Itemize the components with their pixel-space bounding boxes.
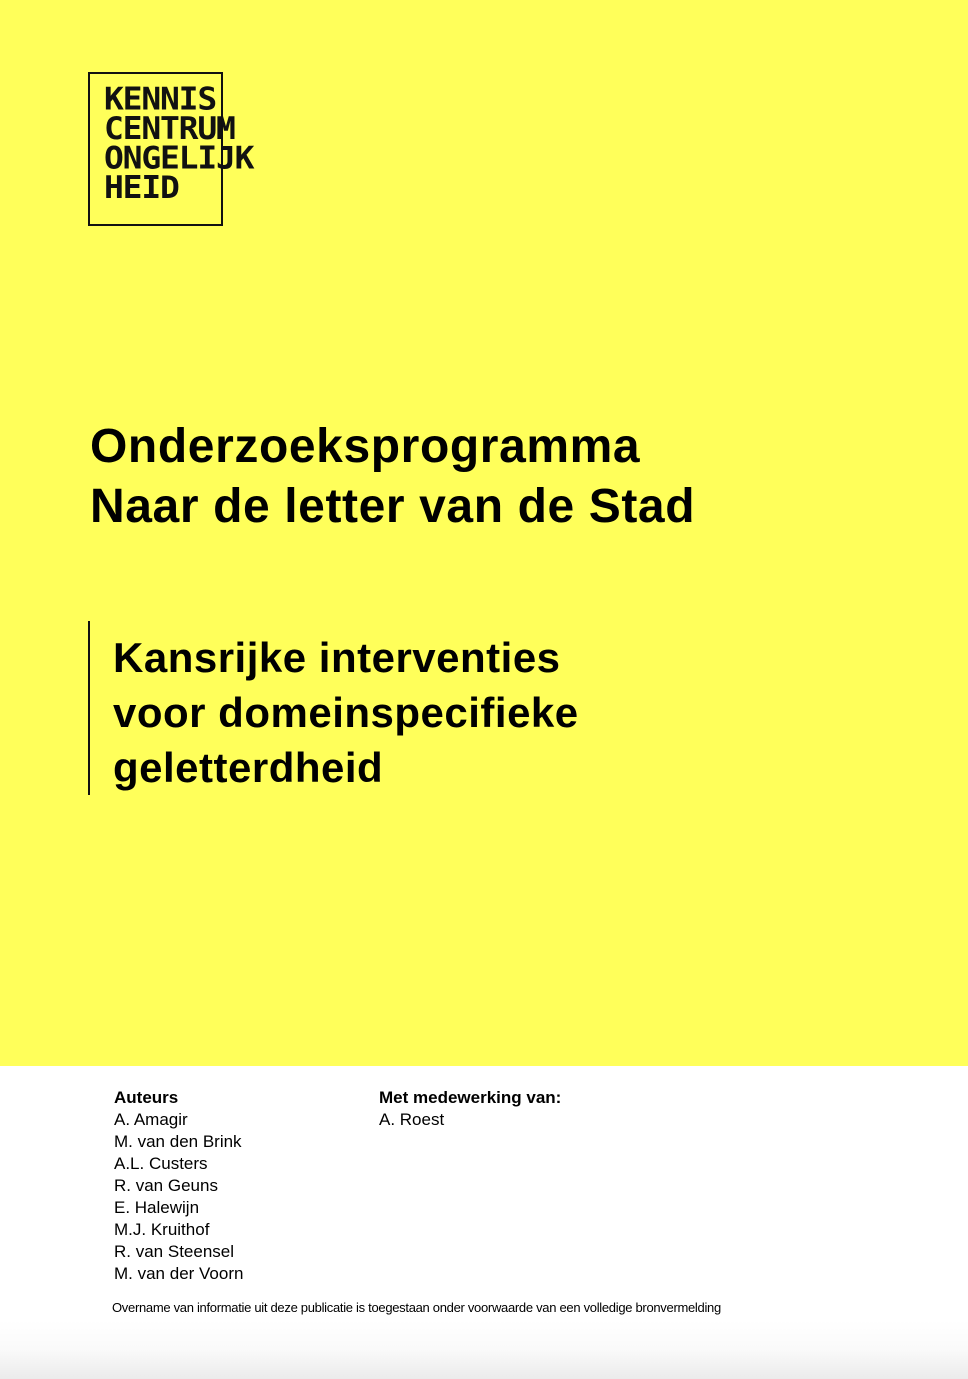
authors-section xyxy=(114,1087,243,1285)
authors-heading: Auteurs xyxy=(114,1088,179,1107)
document-subtitle xyxy=(113,630,579,795)
author-name: M. van den Brink xyxy=(114,1132,242,1151)
author-name: A. Amagir xyxy=(114,1110,188,1129)
contributors-section xyxy=(379,1087,561,1131)
subtitle-line: voor domeinspecifieke xyxy=(113,689,579,736)
author-name: R. van Geuns xyxy=(114,1176,218,1195)
logo-kenniscentrum-ongelijkheid xyxy=(104,80,254,206)
author-name: M.J. Kruithof xyxy=(114,1220,210,1239)
title-line-name: Naar de letter van de Stad xyxy=(90,480,696,533)
subtitle-accent-bar xyxy=(88,621,90,795)
title-line-program: Onderzoeksprogramma xyxy=(90,420,641,473)
document-title xyxy=(90,417,695,537)
contributor-name: A. Roest xyxy=(379,1110,445,1129)
subtitle-line: geletterdheid xyxy=(113,744,384,791)
page-bottom-shadow xyxy=(0,1320,968,1379)
author-name: A.L. Custers xyxy=(114,1154,208,1173)
copyright-disclaimer: Overname van informatie uit deze publicatie is toegestaan onder voorwaarde van een volledige bronvermelding xyxy=(112,1300,721,1315)
contributors-heading: Met medewerking van: xyxy=(379,1088,562,1107)
author-name: M. van der Voorn xyxy=(114,1264,244,1283)
author-name: E. Halewijn xyxy=(114,1198,200,1217)
author-name: R. van Steensel xyxy=(114,1242,235,1261)
logo-line: ONGELIJK xyxy=(104,139,254,177)
logo-line: CENTRUM xyxy=(104,109,235,147)
subtitle-line: Kansrijke interventies xyxy=(113,634,561,681)
logo-line: HEID xyxy=(104,168,179,206)
logo-line: KENNIS xyxy=(104,80,217,118)
